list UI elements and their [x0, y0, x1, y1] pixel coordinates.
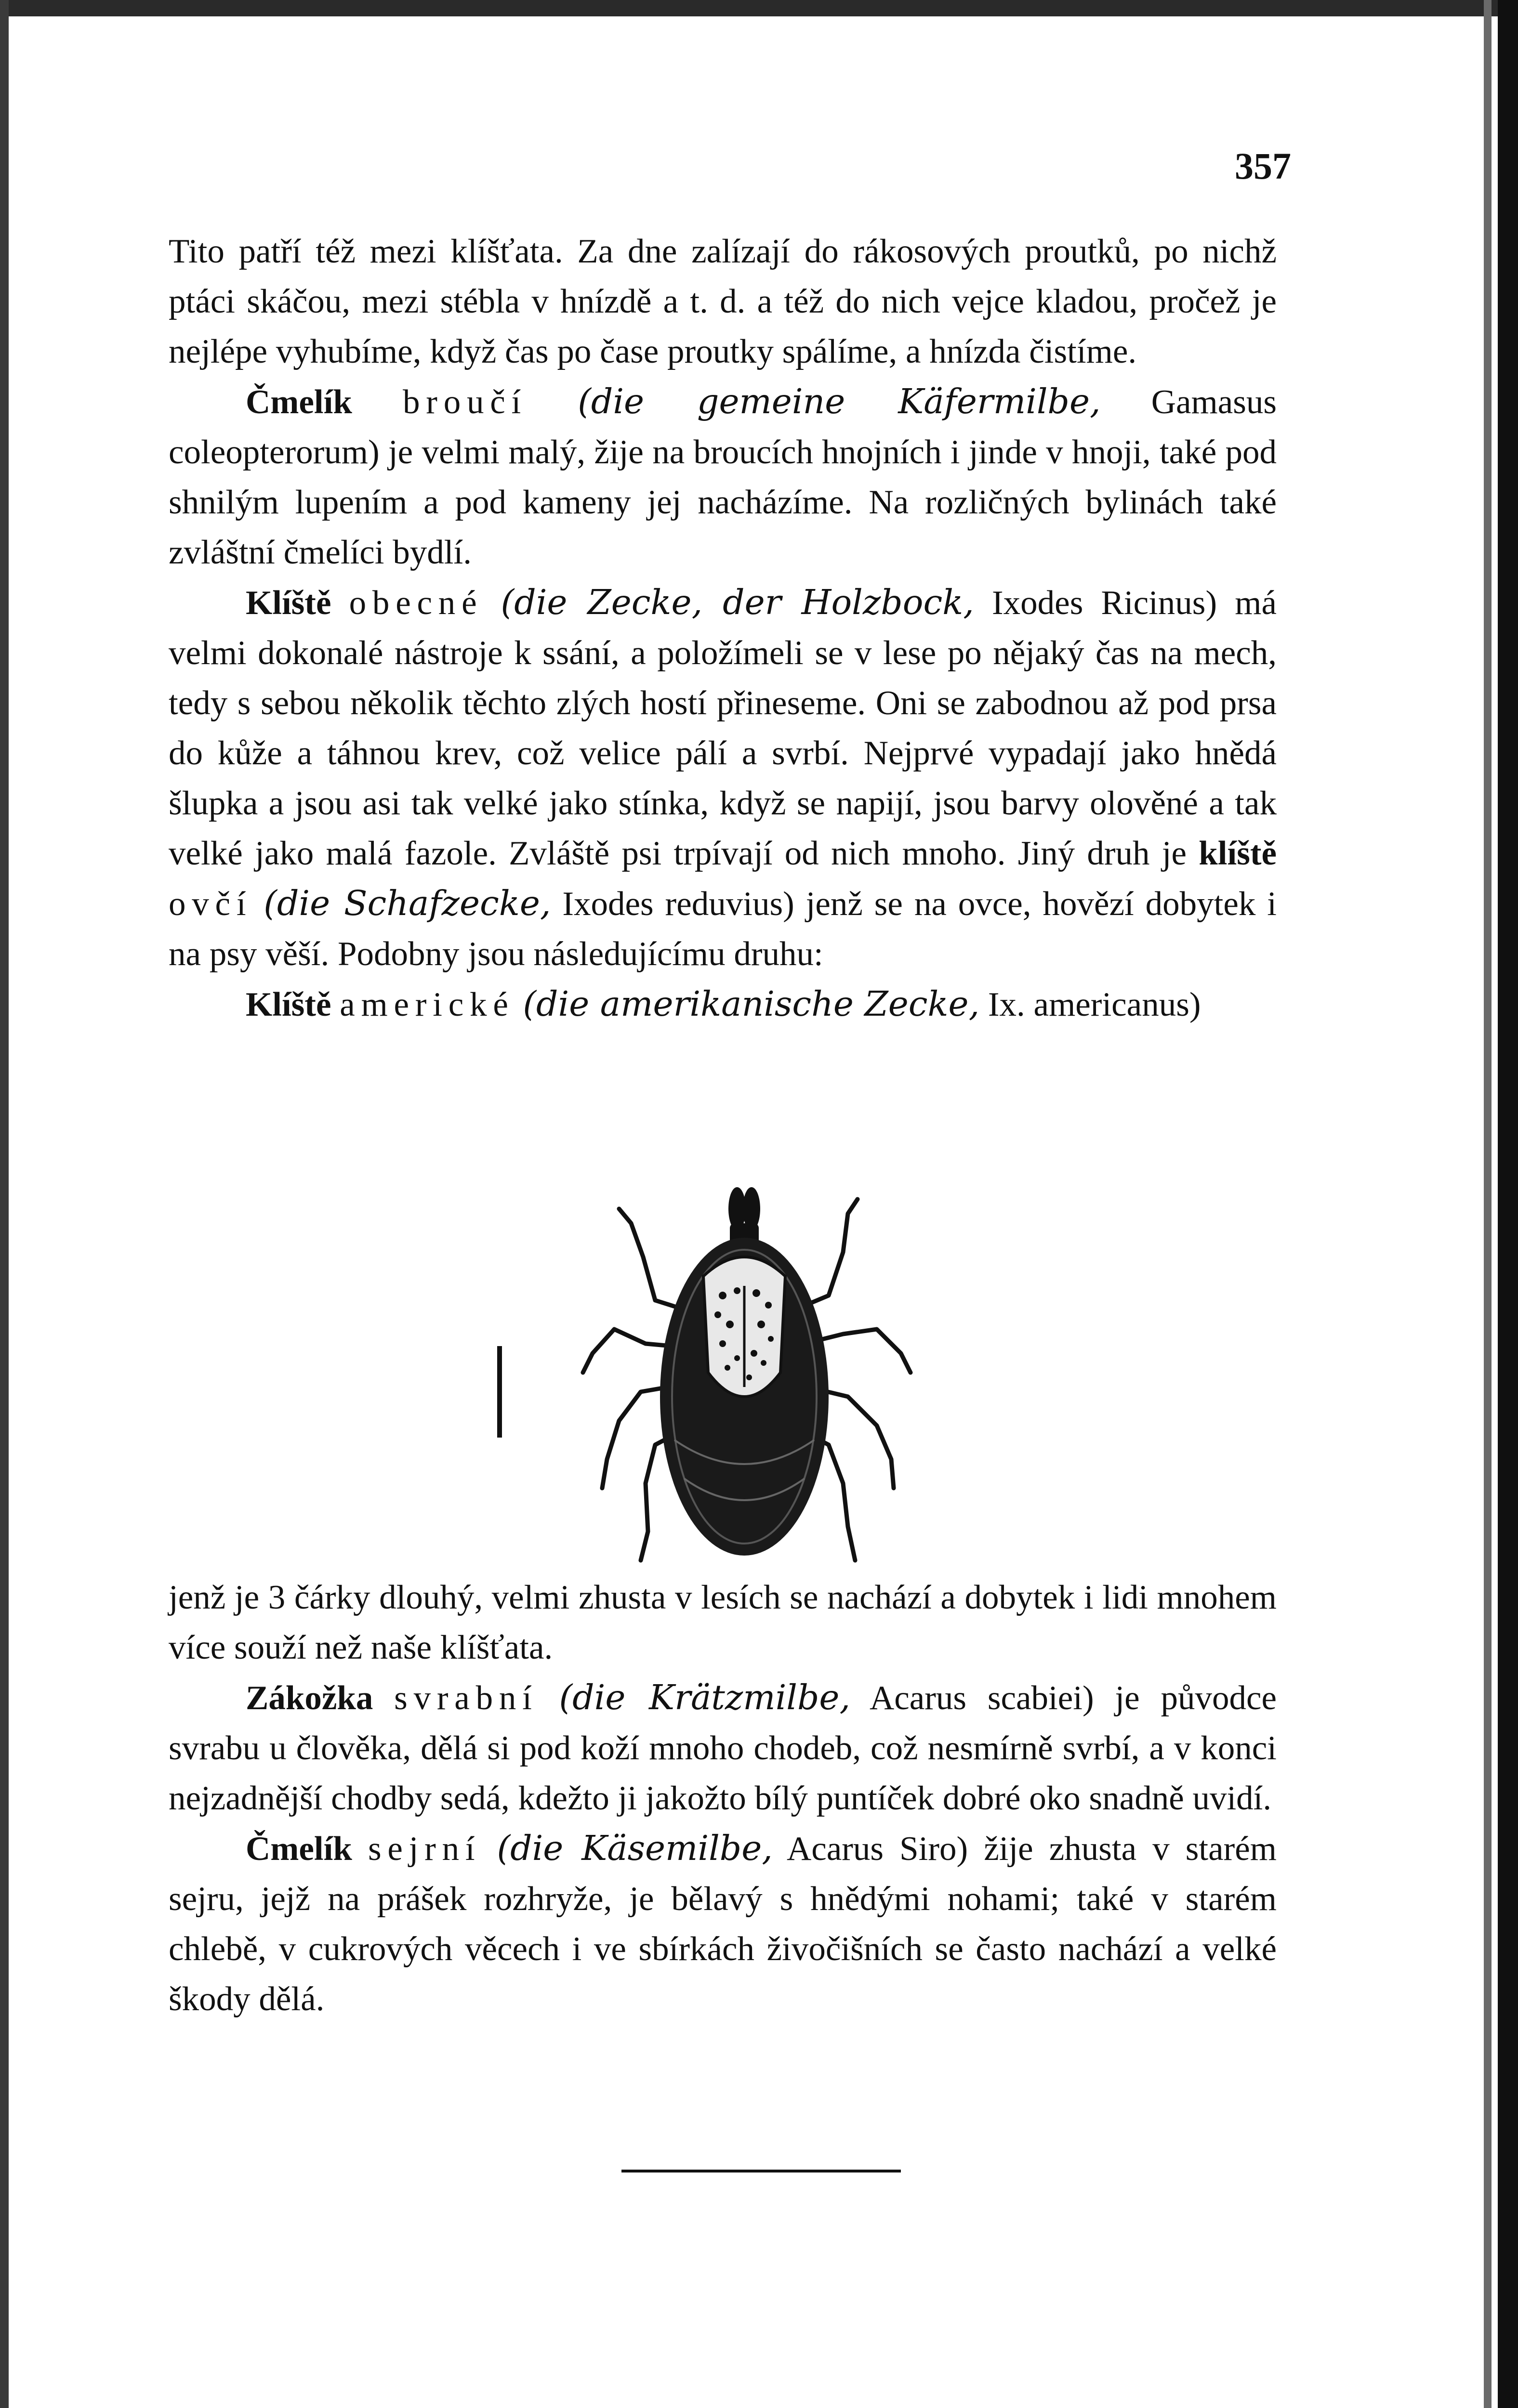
- paragraph-text: Ixodes reduvius) jenž se na ovce, hovězí dobytek i na psy věší. Podobny jsou následujícímu druhu:: [169, 885, 1277, 973]
- scan-edge-right: [1498, 0, 1518, 2408]
- german-name: (die amerikanische Zecke,: [523, 984, 980, 1024]
- species-name: Klíště: [246, 584, 331, 622]
- scan-edge-right-inner: [1484, 0, 1492, 2408]
- german-name: (die Krätzmilbe,: [559, 1677, 851, 1717]
- german-name: (die Schafzecke,: [264, 883, 551, 923]
- text-block-upper: [169, 226, 1277, 1030]
- paragraph-kliste-americke-continued: jenž je 3 čárky dlouhý, velmi zhusta v lesích se nachází a dobytek i lidi mnohem více souží než naše klíšťata.: [169, 1579, 1277, 1666]
- species-epithet: americké: [340, 986, 515, 1023]
- tick-illustration: [511, 1170, 973, 1594]
- species-name: Čmelík: [246, 1830, 352, 1868]
- paragraph-cmelik-sejrni: [169, 1823, 1277, 2024]
- species-name: Klíště: [246, 986, 331, 1023]
- paragraph-text: Ixodes Ricinus) má velmi dokonalé nástroje k ssání, a položímeli se v lese po nějaký čas na mech, tedy s sebou několik těchto zlých hostí přineseme. Oni se zabodnou až pod prsa do kůže a táhnou krev, což velice pálí a svrbí. Nejprvé vypadají jako hnědá šlupka a jsou asi tak velké jako stínka, když se napijí, jsou barvy olověné a tak velké jako malá fazole. Zvláště psi trpívají od nich mnoho. Jiný druh je: [169, 584, 1277, 872]
- paragraph-text: Acarus scabiei) je původce svrabu u člověka, dělá si pod koží mnoho chodeb, což nesmírně svrbí, a v konci nejzadnější chodby sedá, kdežto ji jakožto bílý puntíček dobré oko snadně uvidí.: [169, 1679, 1277, 1817]
- paragraph-zakozka-svrabni: [169, 1673, 1277, 1823]
- paragraph-text: Ix. americanus): [988, 986, 1201, 1023]
- scan-edge-left: [0, 0, 9, 2408]
- species-name: Zákožka: [246, 1679, 373, 1717]
- species-epithet: obecné: [349, 584, 483, 622]
- paragraph-kliste-americke: [169, 979, 1277, 1030]
- species-epithet: sejrní: [368, 1830, 481, 1868]
- paragraph-cmelik-brouci: [169, 377, 1277, 577]
- page-number: 357: [1235, 145, 1291, 187]
- species-epithet: svrabní: [394, 1679, 538, 1717]
- paragraph-mites-intro: Tito patří též mezi klíšťata. Za dne zalízají do rákosových proutků, po nichž ptáci skáčou, mezi stébla v hnízdě a t. d. a též do nich vejce kladou, pročež je nejlépe vyhubíme, když čas po čase proutky spálíme, a hnízda čistíme.: [169, 233, 1277, 370]
- scan-edge-top: [0, 0, 1518, 16]
- species-epithet: broučí: [403, 383, 528, 421]
- german-name: (die Zecke, der Holzbock,: [501, 582, 974, 622]
- size-scale-line: [497, 1346, 502, 1438]
- german-name: (die Käsemilbe,: [497, 1828, 773, 1868]
- species-epithet: ovčí: [169, 885, 252, 923]
- section-end-rule: [621, 2170, 901, 2172]
- species-name: Čmelík: [246, 383, 352, 421]
- text-block-lower: [169, 1572, 1277, 2024]
- paragraph-text: Acarus Siro) žije zhusta v starém sejru, jejž na prášek rozhryže, je bělavý s hnědými nohami; také v starém chlebě, v cukrových věcech i ve sbírkách živočišních se často nachází a velké škody dělá.: [169, 1830, 1277, 2018]
- paragraph-text: Gamasus coleopterorum) je velmi malý, žije na broucích hnojních i jinde v hnoji, také pod shnilým lupením a pod kameny jej nacházíme. Na rozličných bylinách také zvláštní čmelíci bydlí.: [169, 383, 1277, 571]
- species-name: klíště: [1199, 835, 1277, 872]
- paragraph-kliste-obecne: [169, 577, 1277, 979]
- german-name: (die gemeine Käfermilbe,: [578, 381, 1101, 421]
